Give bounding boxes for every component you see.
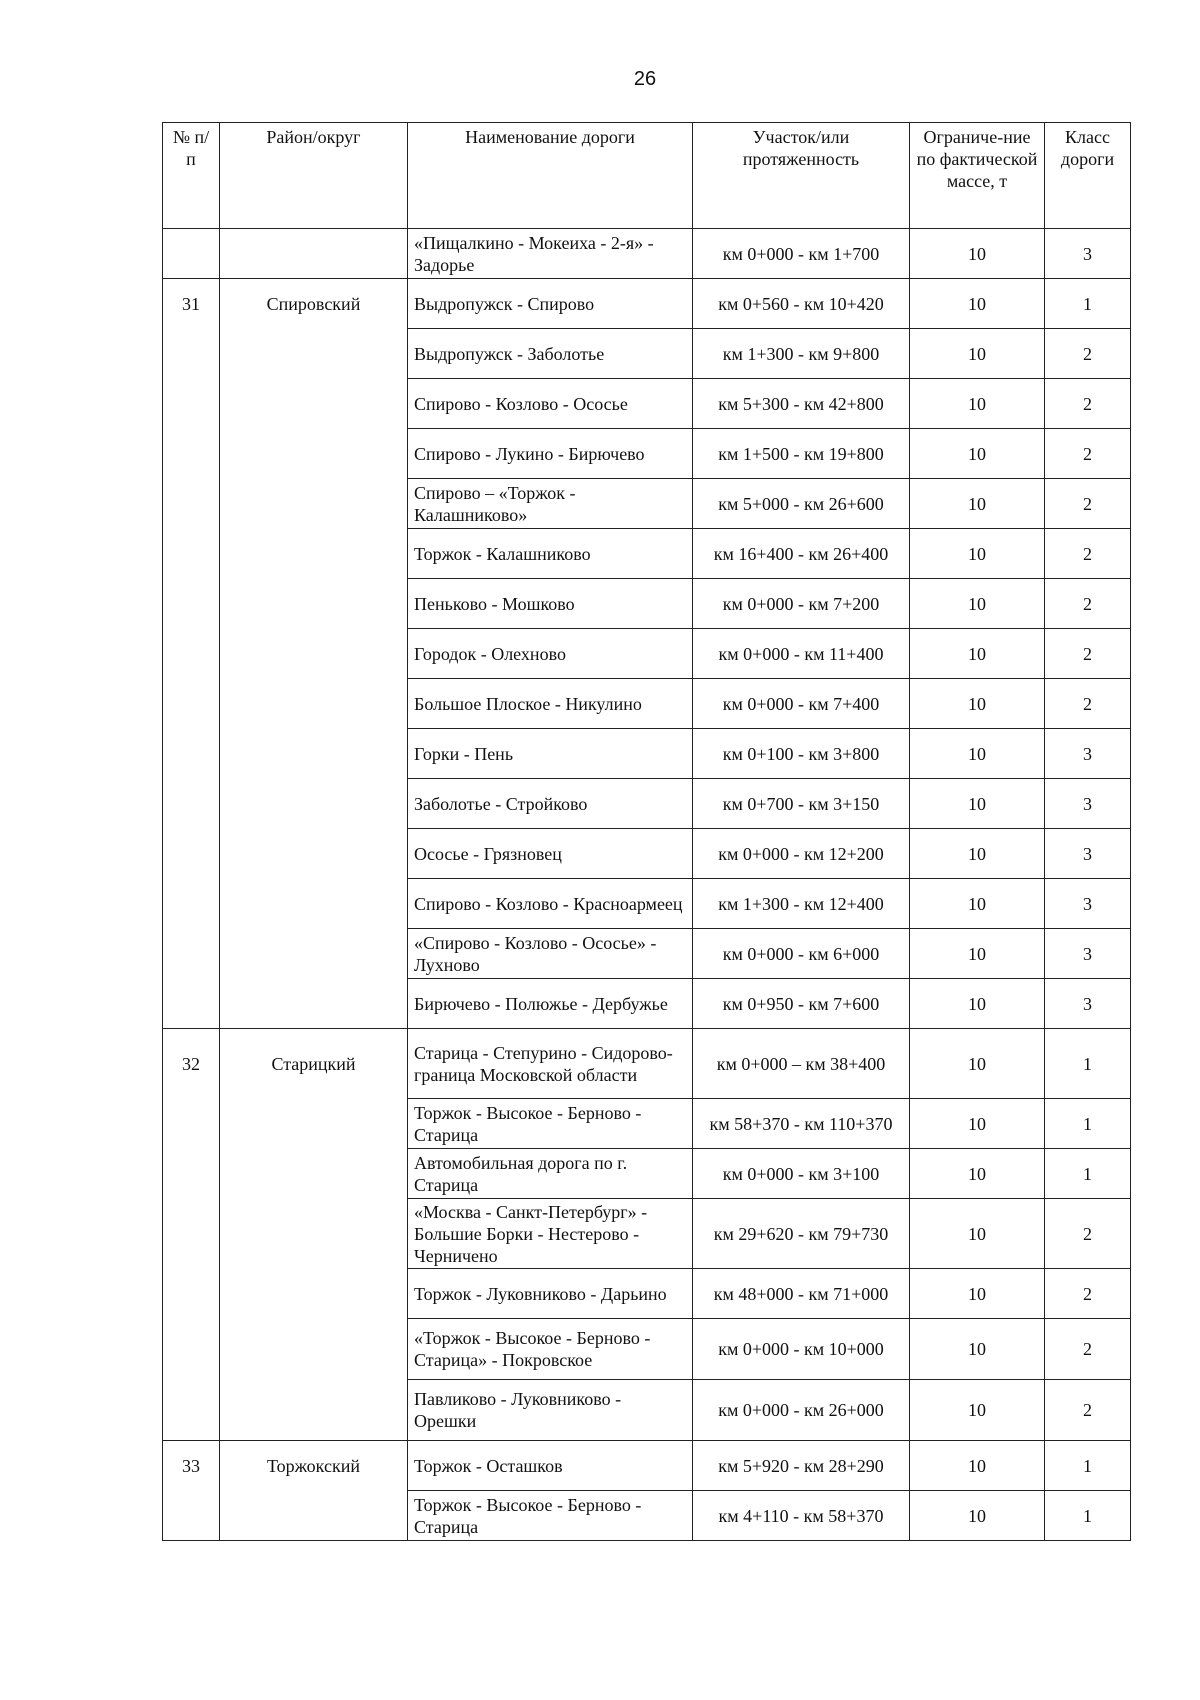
section-cell: км 0+100 - км 3+800 bbox=[693, 729, 910, 779]
road-class-cell: 2 bbox=[1045, 679, 1131, 729]
section-cell: км 0+000 - км 1+700 bbox=[693, 229, 910, 279]
mass-limit-cell: 10 bbox=[910, 1199, 1045, 1269]
road-name-cell: Городок - Олехново bbox=[408, 629, 693, 679]
mass-limit-cell: 10 bbox=[910, 1149, 1045, 1199]
row-number-cell: 33 bbox=[163, 1441, 220, 1491]
road-name-cell: Ососье - Грязновец bbox=[408, 829, 693, 879]
road-class-cell: 3 bbox=[1045, 979, 1131, 1029]
mass-limit-cell: 10 bbox=[910, 1380, 1045, 1441]
section-cell: км 0+000 - км 26+000 bbox=[693, 1380, 910, 1441]
table-row bbox=[163, 529, 1131, 579]
mass-limit-cell: 10 bbox=[910, 979, 1045, 1029]
mass-limit-cell: 10 bbox=[910, 679, 1045, 729]
district-cell: Торжокский bbox=[220, 1441, 408, 1491]
section-cell: км 0+700 - км 3+150 bbox=[693, 779, 910, 829]
road-class-cell: 1 bbox=[1045, 1149, 1131, 1199]
row-number-cell bbox=[163, 329, 220, 379]
road-class-cell: 2 bbox=[1045, 1319, 1131, 1380]
table-row bbox=[163, 1319, 1131, 1380]
district-cell bbox=[220, 679, 408, 729]
road-name-cell: Торжок - Осташков bbox=[408, 1441, 693, 1491]
road-name-cell: Автомобильная дорога по г. Старица bbox=[408, 1149, 693, 1199]
mass-limit-cell: 10 bbox=[910, 1269, 1045, 1319]
road-name-cell: Заболотье - Стройково bbox=[408, 779, 693, 829]
road-name-cell: Горки - Пень bbox=[408, 729, 693, 779]
road-class-cell: 2 bbox=[1045, 1269, 1131, 1319]
table-row bbox=[163, 879, 1131, 929]
road-name-cell: Торжок - Луковниково - Дарьино bbox=[408, 1269, 693, 1319]
row-number-cell bbox=[163, 1149, 220, 1199]
road-class-cell: 3 bbox=[1045, 929, 1131, 979]
header-road-name: Наименование дороги bbox=[408, 123, 693, 229]
road-name-cell: «Пищалкино - Мокеиха - 2-я» - Задорье bbox=[408, 229, 693, 279]
row-number-cell bbox=[163, 479, 220, 529]
district-cell bbox=[220, 1149, 408, 1199]
table-row bbox=[163, 1029, 1131, 1099]
district-cell bbox=[220, 1380, 408, 1441]
section-cell: км 4+110 - км 58+370 bbox=[693, 1491, 910, 1541]
table-row bbox=[163, 679, 1131, 729]
road-name-cell: Спирово - Лукино - Бирючево bbox=[408, 429, 693, 479]
road-class-cell: 3 bbox=[1045, 729, 1131, 779]
district-cell bbox=[220, 779, 408, 829]
road-class-cell: 2 bbox=[1045, 429, 1131, 479]
table-row bbox=[163, 829, 1131, 879]
table-row bbox=[163, 979, 1131, 1029]
table-header-row bbox=[163, 123, 1131, 229]
district-cell bbox=[220, 379, 408, 429]
section-cell: км 0+000 - км 7+400 bbox=[693, 679, 910, 729]
row-number-cell bbox=[163, 1319, 220, 1380]
table-row bbox=[163, 1269, 1131, 1319]
road-name-cell: Торжок - Высокое - Берново - Старица bbox=[408, 1099, 693, 1149]
road-name-cell: Выдропужск - Спирово bbox=[408, 279, 693, 329]
section-cell: км 48+000 - км 71+000 bbox=[693, 1269, 910, 1319]
district-cell bbox=[220, 1199, 408, 1269]
district-cell bbox=[220, 1269, 408, 1319]
table-row bbox=[163, 1441, 1131, 1491]
section-cell: км 5+000 - км 26+600 bbox=[693, 479, 910, 529]
table-row bbox=[163, 479, 1131, 529]
section-cell: км 0+000 – км 38+400 bbox=[693, 1029, 910, 1099]
table-row bbox=[163, 279, 1131, 329]
row-number-cell: 31 bbox=[163, 279, 220, 329]
section-cell: км 0+560 - км 10+420 bbox=[693, 279, 910, 329]
district-cell bbox=[220, 979, 408, 1029]
row-number-cell bbox=[163, 929, 220, 979]
section-cell: км 16+400 - км 26+400 bbox=[693, 529, 910, 579]
row-number-cell bbox=[163, 879, 220, 929]
road-name-cell: «Торжок - Высокое - Берново - Старица» - Покровское bbox=[408, 1319, 693, 1380]
section-cell: км 0+000 - км 3+100 bbox=[693, 1149, 910, 1199]
road-class-cell: 1 bbox=[1045, 1441, 1131, 1491]
district-cell: Старицкий bbox=[220, 1029, 408, 1099]
road-name-cell: Торжок - Высокое - Берново - Старица bbox=[408, 1491, 693, 1541]
table-row bbox=[163, 629, 1131, 679]
mass-limit-cell: 10 bbox=[910, 1491, 1045, 1541]
district-cell bbox=[220, 1491, 408, 1541]
row-number-cell bbox=[163, 829, 220, 879]
header-section: Участок/или протяженность bbox=[693, 123, 910, 229]
section-cell: км 5+300 - км 42+800 bbox=[693, 379, 910, 429]
table-row bbox=[163, 1380, 1131, 1441]
table-row bbox=[163, 1491, 1131, 1541]
mass-limit-cell: 10 bbox=[910, 579, 1045, 629]
table-row bbox=[163, 1199, 1131, 1269]
road-name-cell: Спирово - Козлово - Ососье bbox=[408, 379, 693, 429]
row-number-cell bbox=[163, 1380, 220, 1441]
road-class-cell: 1 bbox=[1045, 1491, 1131, 1541]
road-class-cell: 3 bbox=[1045, 829, 1131, 879]
header-district: Район/округ bbox=[220, 123, 408, 229]
road-name-cell: Торжок - Калашниково bbox=[408, 529, 693, 579]
section-cell: км 0+000 - км 6+000 bbox=[693, 929, 910, 979]
mass-limit-cell: 10 bbox=[910, 479, 1045, 529]
district-cell bbox=[220, 579, 408, 629]
mass-limit-cell: 10 bbox=[910, 629, 1045, 679]
road-class-cell: 2 bbox=[1045, 1199, 1131, 1269]
row-number-cell bbox=[163, 229, 220, 279]
section-cell: км 29+620 - км 79+730 bbox=[693, 1199, 910, 1269]
section-cell: км 1+500 - км 19+800 bbox=[693, 429, 910, 479]
table-row bbox=[163, 229, 1131, 279]
road-class-cell: 1 bbox=[1045, 279, 1131, 329]
mass-limit-cell: 10 bbox=[910, 1441, 1045, 1491]
section-cell: км 0+000 - км 7+200 bbox=[693, 579, 910, 629]
road-class-cell: 3 bbox=[1045, 879, 1131, 929]
page-number: 26 bbox=[633, 68, 657, 90]
district-cell bbox=[220, 879, 408, 929]
mass-limit-cell: 10 bbox=[910, 729, 1045, 779]
mass-limit-cell: 10 bbox=[910, 279, 1045, 329]
mass-limit-cell: 10 bbox=[910, 829, 1045, 879]
table-row bbox=[163, 779, 1131, 829]
road-class-cell: 2 bbox=[1045, 1380, 1131, 1441]
road-name-cell: Бирючево - Полюжье - Дербужье bbox=[408, 979, 693, 1029]
section-cell: км 0+000 - км 10+000 bbox=[693, 1319, 910, 1380]
section-cell: км 0+950 - км 7+600 bbox=[693, 979, 910, 1029]
district-cell bbox=[220, 929, 408, 979]
row-number-cell bbox=[163, 529, 220, 579]
district-cell bbox=[220, 529, 408, 579]
mass-limit-cell: 10 bbox=[910, 1319, 1045, 1380]
mass-limit-cell: 10 bbox=[910, 929, 1045, 979]
table-row bbox=[163, 929, 1131, 979]
row-number-cell bbox=[163, 1099, 220, 1149]
section-cell: км 5+920 - км 28+290 bbox=[693, 1441, 910, 1491]
district-cell bbox=[220, 729, 408, 779]
road-class-cell: 2 bbox=[1045, 479, 1131, 529]
district-cell bbox=[220, 329, 408, 379]
table-row bbox=[163, 1149, 1131, 1199]
section-cell: км 1+300 - км 9+800 bbox=[693, 329, 910, 379]
road-class-cell: 1 bbox=[1045, 1029, 1131, 1099]
district-cell: Спировский bbox=[220, 279, 408, 329]
road-name-cell: Павликово - Луковниково - Орешки bbox=[408, 1380, 693, 1441]
section-cell: км 0+000 - км 12+200 bbox=[693, 829, 910, 879]
road-name-cell: Спирово – «Торжок - Калашниково» bbox=[408, 479, 693, 529]
district-cell bbox=[220, 829, 408, 879]
road-class-cell: 3 bbox=[1045, 779, 1131, 829]
row-number-cell bbox=[163, 779, 220, 829]
road-class-cell: 2 bbox=[1045, 629, 1131, 679]
road-name-cell: Выдропужск - Заболотье bbox=[408, 329, 693, 379]
mass-limit-cell: 10 bbox=[910, 229, 1045, 279]
district-cell bbox=[220, 1099, 408, 1149]
mass-limit-cell: 10 bbox=[910, 329, 1045, 379]
mass-limit-cell: 10 bbox=[910, 379, 1045, 429]
road-class-cell: 2 bbox=[1045, 329, 1131, 379]
roads-table bbox=[162, 122, 1131, 1541]
row-number-cell: 32 bbox=[163, 1029, 220, 1099]
mass-limit-cell: 10 bbox=[910, 529, 1045, 579]
mass-limit-cell: 10 bbox=[910, 879, 1045, 929]
header-limit: Ограниче-ние по фактической массе, т bbox=[910, 123, 1045, 229]
mass-limit-cell: 10 bbox=[910, 429, 1045, 479]
road-class-cell: 2 bbox=[1045, 529, 1131, 579]
table-body bbox=[163, 229, 1131, 1541]
row-number-cell bbox=[163, 729, 220, 779]
row-number-cell bbox=[163, 579, 220, 629]
header-road-class: Класс дороги bbox=[1045, 123, 1131, 229]
table-row bbox=[163, 429, 1131, 479]
table-row bbox=[163, 579, 1131, 629]
district-cell bbox=[220, 629, 408, 679]
mass-limit-cell: 10 bbox=[910, 1029, 1045, 1099]
header-num: № п/п bbox=[163, 123, 220, 229]
row-number-cell bbox=[163, 979, 220, 1029]
section-cell: км 1+300 - км 12+400 bbox=[693, 879, 910, 929]
road-name-cell: Старица - Степурино - Сидорово-граница Московской области bbox=[408, 1029, 693, 1099]
mass-limit-cell: 10 bbox=[910, 1099, 1045, 1149]
row-number-cell bbox=[163, 629, 220, 679]
table-row bbox=[163, 729, 1131, 779]
table-row bbox=[163, 329, 1131, 379]
district-cell bbox=[220, 429, 408, 479]
road-name-cell: Большое Плоское - Никулино bbox=[408, 679, 693, 729]
section-cell: км 0+000 - км 11+400 bbox=[693, 629, 910, 679]
road-name-cell: «Москва - Санкт-Петербург» - Большие Борки - Нестерово - Черничено bbox=[408, 1199, 693, 1269]
road-class-cell: 2 bbox=[1045, 579, 1131, 629]
district-cell bbox=[220, 229, 408, 279]
district-cell bbox=[220, 1319, 408, 1380]
row-number-cell bbox=[163, 679, 220, 729]
road-name-cell: Пеньково - Мошково bbox=[408, 579, 693, 629]
district-cell bbox=[220, 479, 408, 529]
road-class-cell: 1 bbox=[1045, 1099, 1131, 1149]
road-class-cell: 3 bbox=[1045, 229, 1131, 279]
row-number-cell bbox=[163, 1269, 220, 1319]
table-row bbox=[163, 1099, 1131, 1149]
road-name-cell: Спирово - Козлово - Красноармеец bbox=[408, 879, 693, 929]
row-number-cell bbox=[163, 429, 220, 479]
table-row bbox=[163, 379, 1131, 429]
road-class-cell: 2 bbox=[1045, 379, 1131, 429]
row-number-cell bbox=[163, 1199, 220, 1269]
section-cell: км 58+370 - км 110+370 bbox=[693, 1099, 910, 1149]
row-number-cell bbox=[163, 379, 220, 429]
row-number-cell bbox=[163, 1491, 220, 1541]
road-name-cell: «Спирово - Козлово - Ососье» - Лухново bbox=[408, 929, 693, 979]
mass-limit-cell: 10 bbox=[910, 779, 1045, 829]
